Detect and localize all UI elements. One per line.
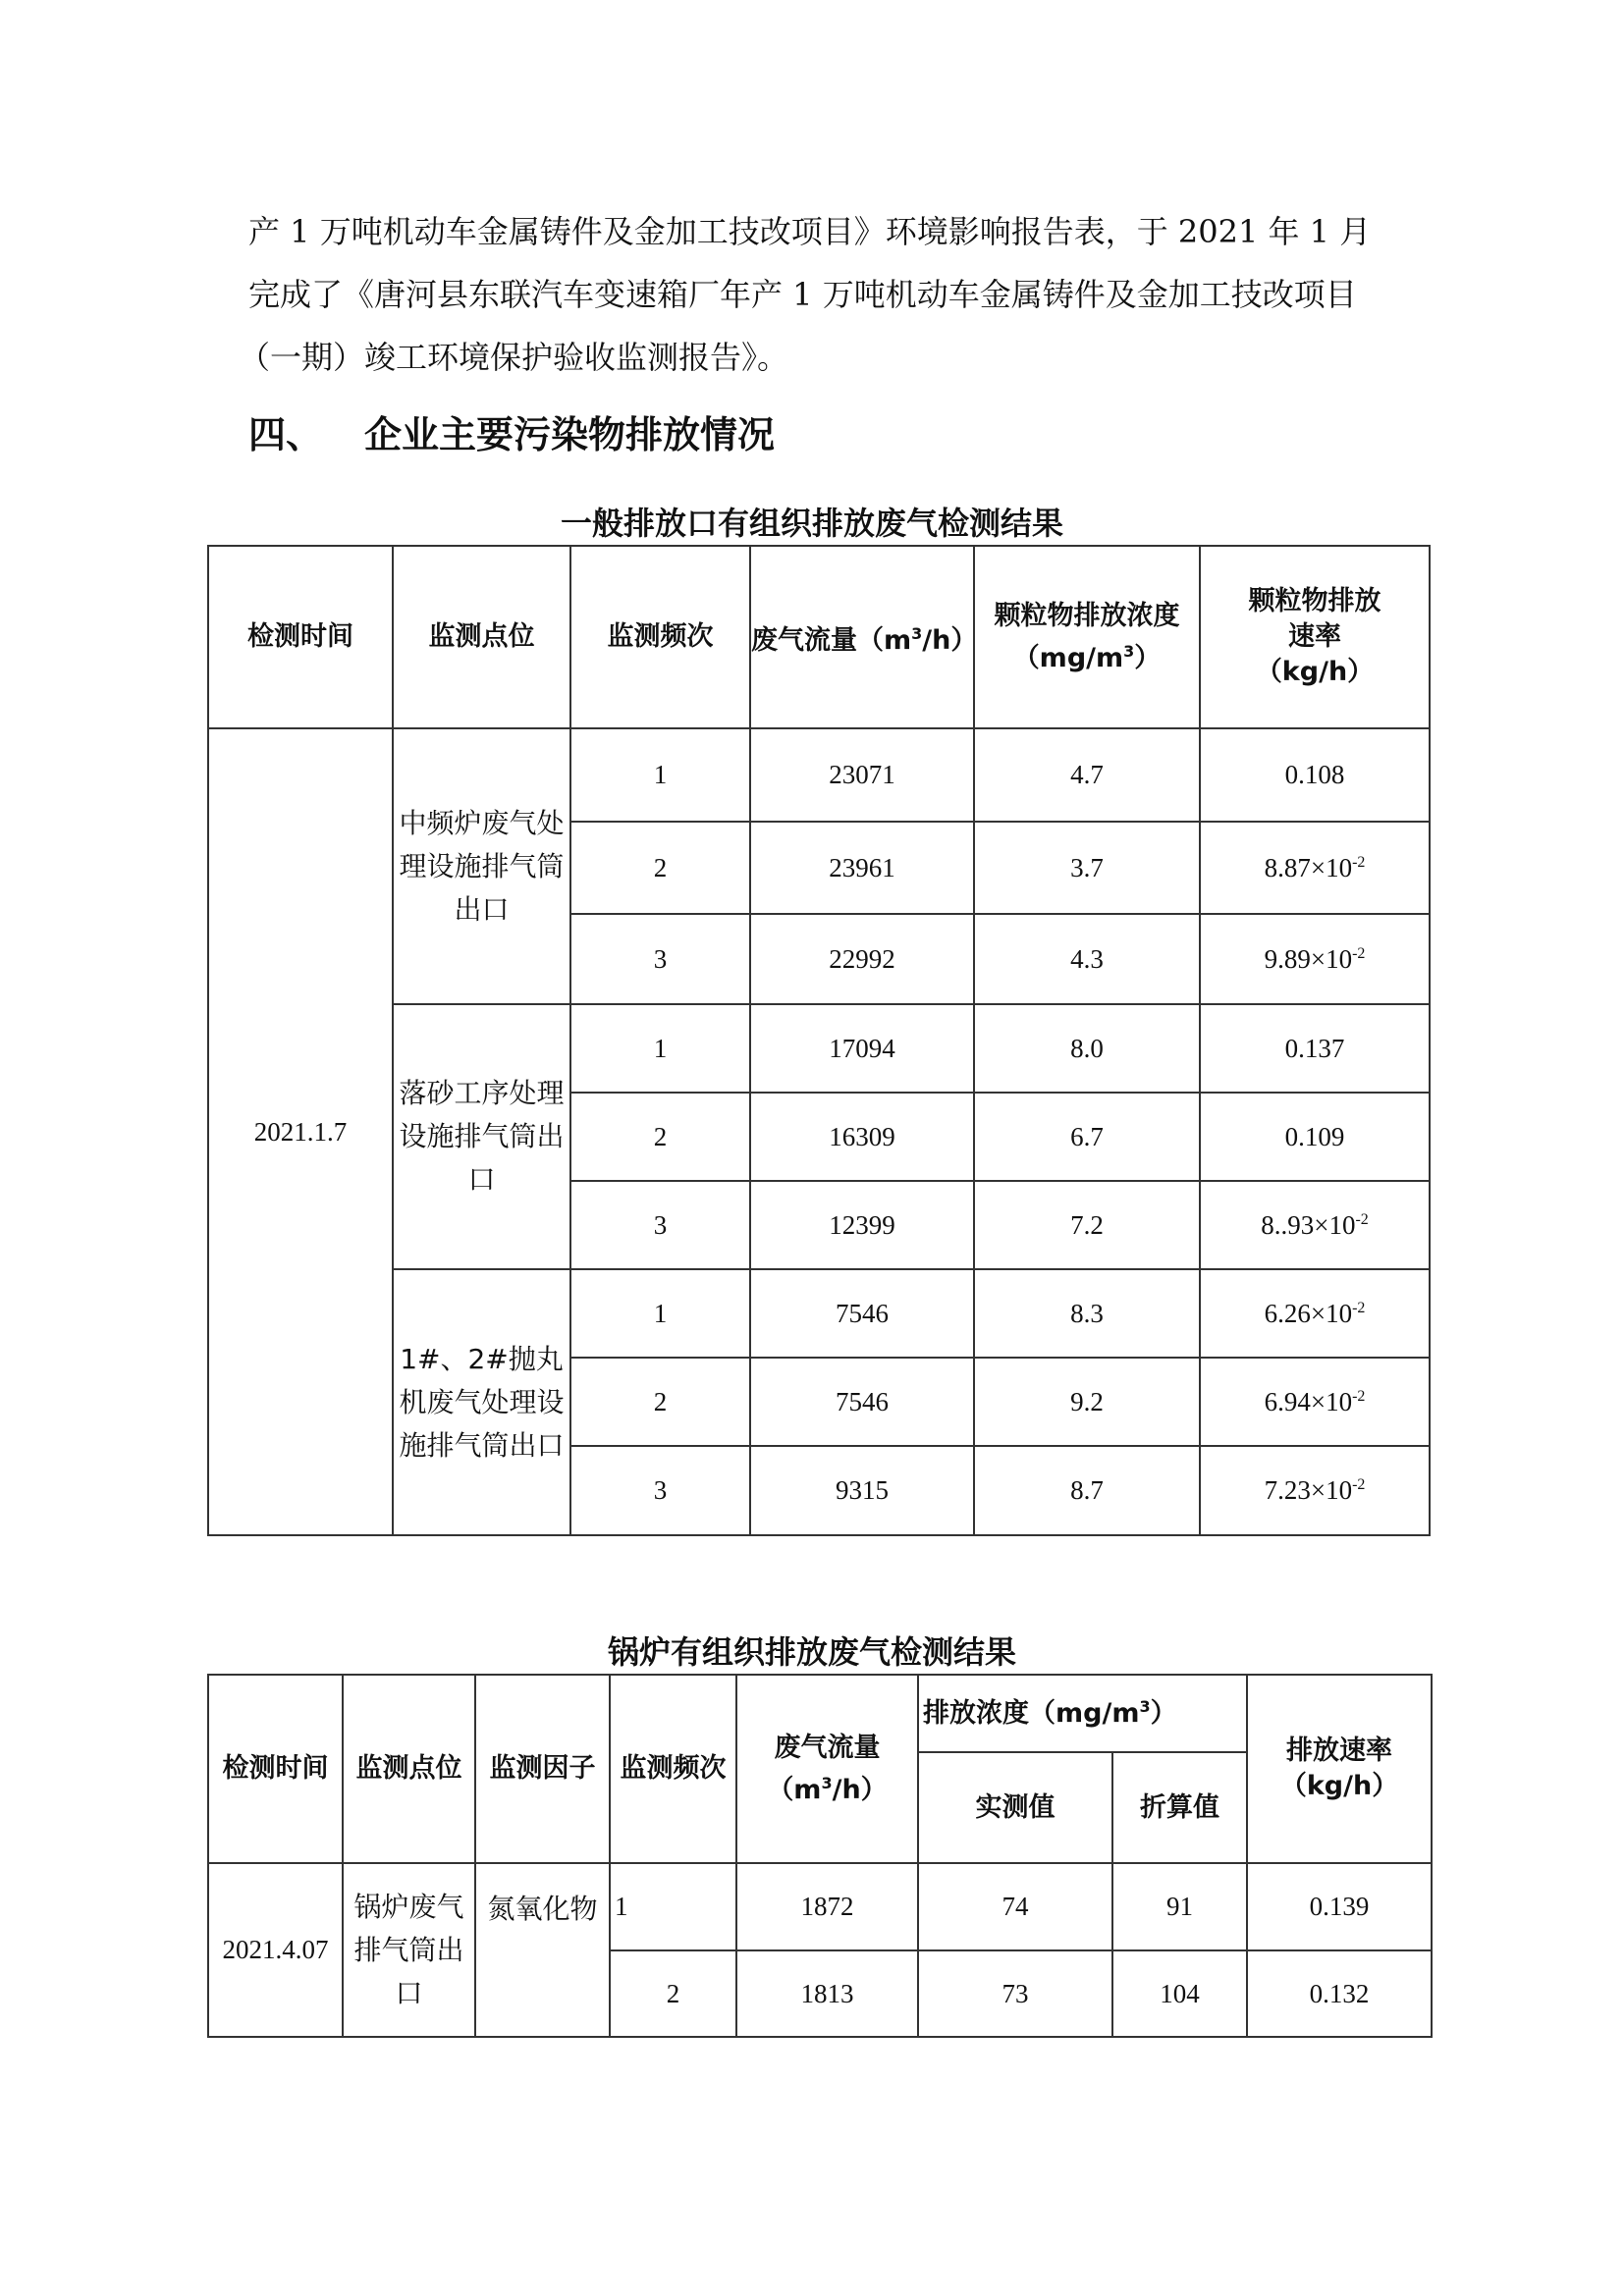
t1-flow: 9315 (750, 1446, 974, 1535)
t2-header-converted: 折算值 (1112, 1752, 1247, 1863)
t1-freq: 3 (570, 1181, 750, 1269)
t1-freq: 2 (570, 1093, 750, 1181)
t2-converted: 104 (1112, 1950, 1247, 2037)
table1-caption: 一般排放口有组织排放废气检测结果 (560, 505, 1063, 542)
t2-header-conc: 排放浓度$(mg/m^3)$ (918, 1675, 1247, 1752)
t2-rate: 0.132 (1247, 1950, 1432, 2037)
t1-freq: 3 (570, 914, 750, 1004)
intro-line-3: （一期）竣工环境保护验收监测报告》。 (239, 339, 789, 376)
t2-converted: 91 (1112, 1863, 1247, 1950)
t1-freq: 2 (570, 822, 750, 914)
t1-conc: 8.3 (974, 1269, 1200, 1358)
t1-conc: 4.3 (974, 914, 1200, 1004)
t1-flow: 16309 (750, 1093, 974, 1181)
t2-point-cell: 锅炉废气排气筒出口 (343, 1863, 475, 2037)
t1-freq: 2 (570, 1358, 750, 1446)
t2-freq: 1 (610, 1863, 736, 1950)
table1-header-row (208, 546, 1430, 728)
t1-header-freq: 监测频次 (570, 546, 750, 728)
table2-header-row (208, 1675, 1432, 1752)
table-row (208, 728, 1430, 822)
t1-rate: $6.94\times 10^{-2}$ (1200, 1358, 1430, 1446)
t1-conc: 8.7 (974, 1446, 1200, 1535)
t1-rate: $6.26\times 10^{-2}$ (1200, 1269, 1430, 1358)
t2-header-rate: 排放速率 （kg/h） (1247, 1675, 1432, 1863)
t1-conc: 7.2 (974, 1181, 1200, 1269)
t1-header-time: 检测时间 (208, 546, 393, 728)
t1-point-cell: 中频炉废气处理设施排气筒出口 (393, 728, 570, 1004)
t1-freq: 3 (570, 1446, 750, 1535)
t1-rate: 0.109 (1200, 1093, 1430, 1181)
t2-header-freq: 监测频次 (610, 1675, 736, 1863)
t1-freq: 1 (570, 1004, 750, 1093)
t2-header-factor: 监测因子 (475, 1675, 610, 1863)
t2-rate: 0.139 (1247, 1863, 1432, 1950)
table-row (208, 1863, 1432, 1950)
t2-freq: 2 (610, 1950, 736, 2037)
section-title: 企业主要污染物排放情况 (364, 413, 776, 456)
t1-date-cell: 2021.1.7 (208, 728, 393, 1535)
t1-conc: 8.0 (974, 1004, 1200, 1093)
t1-conc: 6.7 (974, 1093, 1200, 1181)
t1-flow: 17094 (750, 1004, 974, 1093)
t1-freq: 1 (570, 1269, 750, 1358)
t1-freq: 1 (570, 728, 750, 822)
t1-header-flow: 废气流量$(m^3/h)$ (750, 546, 974, 728)
t1-flow: 23071 (750, 728, 974, 822)
t1-rate: $8.87\times 10^{-2}$ (1200, 822, 1430, 914)
t1-rate: $7.23\times 10^{-2}$ (1200, 1446, 1430, 1535)
table2-caption: 锅炉有组织排放废气检测结果 (607, 1633, 1016, 1671)
t1-header-point: 监测点位 (393, 546, 570, 728)
t1-conc: 9.2 (974, 1358, 1200, 1446)
t2-measured: 74 (918, 1863, 1112, 1950)
table2 (207, 1674, 1433, 2038)
table1 (207, 545, 1431, 1536)
t2-measured: 73 (918, 1950, 1112, 2037)
t1-flow: 12399 (750, 1181, 974, 1269)
t1-conc: 4.7 (974, 728, 1200, 822)
t1-point-cell: 落砂工序处理设施排气筒出口 (393, 1004, 570, 1269)
t2-header-time: 检测时间 (208, 1675, 343, 1863)
t2-flow: 1813 (736, 1950, 918, 2037)
t2-header-measured: 实测值 (918, 1752, 1112, 1863)
t1-rate: 0.108 (1200, 728, 1430, 822)
t2-header-point: 监测点位 (343, 1675, 475, 1863)
t1-flow: 23961 (750, 822, 974, 914)
t1-flow: 22992 (750, 914, 974, 1004)
t1-point-cell: 1#、2#抛丸机废气处理设施排气筒出口 (393, 1269, 570, 1535)
t1-header-rate: 颗粒物排放 速率 （kg/h） (1200, 546, 1430, 728)
intro-paragraph (239, 200, 1387, 389)
t2-factor-cell: 氮氧化物 (475, 1863, 610, 2037)
t2-header-flow: 废气流量 $(m^3/h)$ (736, 1675, 918, 1863)
t2-flow: 1872 (736, 1863, 918, 1950)
t1-flow: 7546 (750, 1358, 974, 1446)
t2-date-cell: 2021.4.07 (208, 1863, 343, 2037)
section-heading (248, 404, 775, 458)
intro-line-2: 完成了《唐河县东联汽车变速箱厂年产 1 万吨机动车金属铸件及金加工技改项目 (248, 276, 1357, 313)
t1-rate: 0.137 (1200, 1004, 1430, 1093)
t1-rate: $8..93\times 10^{-2}$ (1200, 1181, 1430, 1269)
t1-flow: 7546 (750, 1269, 974, 1358)
t1-rate: $9.89\times 10^{-2}$ (1200, 914, 1430, 1004)
t1-conc: 3.7 (974, 822, 1200, 914)
section-number: 四、 (248, 413, 324, 456)
intro-line-1: 产 1 万吨机动车金属铸件及金加工技改项目》环境影响报告表，于 2021 年 1 月 (248, 213, 1372, 250)
t1-header-conc: 颗粒物排放浓度 $(mg/m^3)$ (974, 546, 1200, 728)
